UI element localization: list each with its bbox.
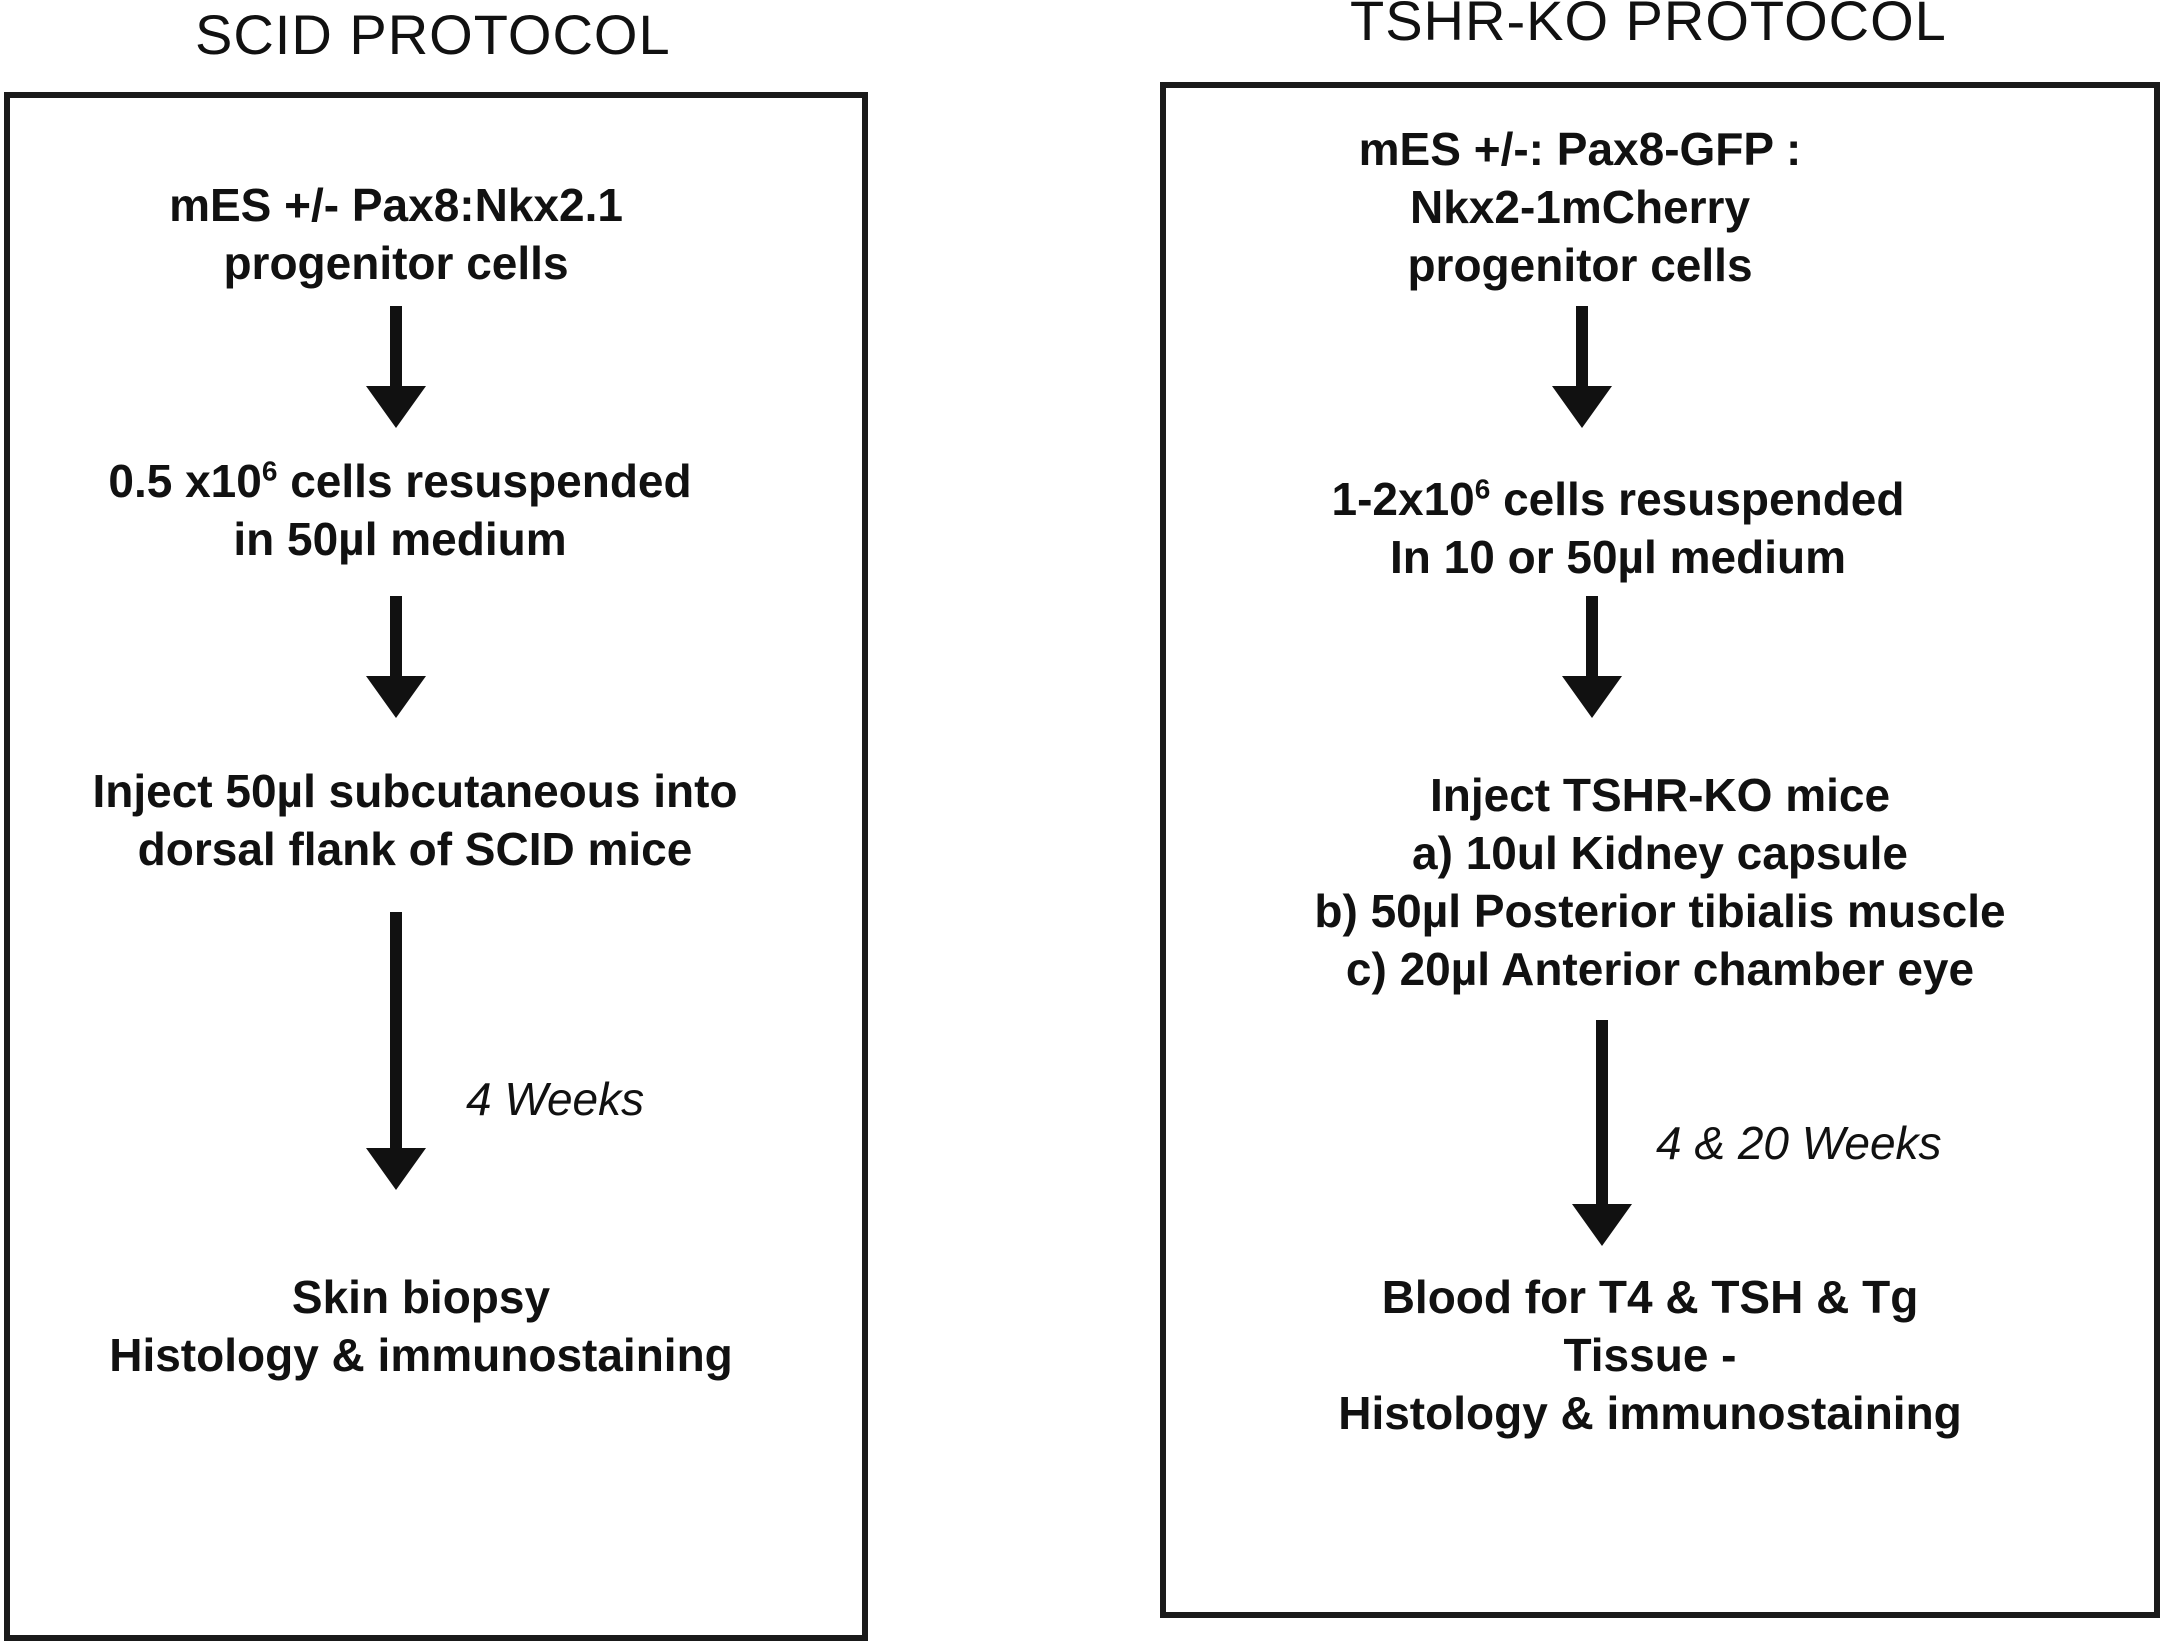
step-line: $1-2x10^6$ cells resuspended (1331, 473, 1905, 525)
step-line: Tissue - (1563, 1329, 1737, 1381)
tshr-ko-step-cells-resuspended (1268, 470, 1968, 586)
scid-step-cells-resuspended (60, 452, 740, 568)
step-line: Nkx2-1mCherry (1409, 181, 1751, 233)
scid-duration-label: 4 Weeks (466, 1073, 645, 1125)
step-line: mES +/- Pax8:Nkx2.1 (169, 179, 623, 231)
tshr-ko-protocol-title: TSHR-KO PROTOCOL (1350, 0, 1947, 52)
step-line: Histology & immunostaining (109, 1329, 733, 1381)
step-line: 0.5 $x10^6$ cells resuspended (108, 455, 692, 507)
step-line: Histology & immunostaining (1338, 1387, 1962, 1439)
step-line: dorsal flank of SCID mice (137, 823, 693, 875)
step-line: progenitor cells (1407, 239, 1753, 291)
scid-step-skin-biopsy (46, 1268, 796, 1384)
step-line: mES +/-: Pax8-GFP : (1358, 123, 1802, 175)
scid-protocol-title: SCID PROTOCOL (195, 3, 671, 66)
tshr-ko-duration-label: 4 & 20 Weeks (1656, 1117, 1942, 1169)
scid-step-progenitor-cells (96, 176, 696, 292)
tshr-ko-arrow-3 (1572, 1020, 1632, 1246)
tshr-ko-step-inject (1270, 766, 2050, 998)
tshr-ko-arrow-2 (1562, 596, 1622, 718)
step-line: in 50µl medium (233, 513, 567, 565)
step-line: Blood for T4 & TSH & Tg (1381, 1271, 1919, 1323)
tshr-ko-step-blood-tissue (1300, 1268, 2000, 1442)
step-line: Inject 50µl subcutaneous into (92, 765, 738, 817)
step-line: a) 10ul Kidney capsule (1412, 827, 1908, 879)
scid-step-inject (20, 762, 810, 878)
step-line: b) 50µl Posterior tibialis muscle (1314, 885, 2006, 937)
scid-arrow-3 (366, 912, 426, 1190)
step-line: progenitor cells (223, 237, 569, 289)
step-line: Skin biopsy (291, 1271, 551, 1323)
tshr-ko-arrow-1 (1552, 306, 1612, 428)
scid-arrow-1 (366, 306, 426, 428)
tshr-ko-step-progenitor-cells (1280, 120, 1880, 294)
step-line: In 10 or 50µl medium (1390, 531, 1846, 583)
step-line: Inject TSHR-KO mice (1429, 769, 1891, 821)
scid-arrow-2 (366, 596, 426, 718)
step-line: c) 20µl Anterior chamber eye (1345, 943, 1975, 995)
